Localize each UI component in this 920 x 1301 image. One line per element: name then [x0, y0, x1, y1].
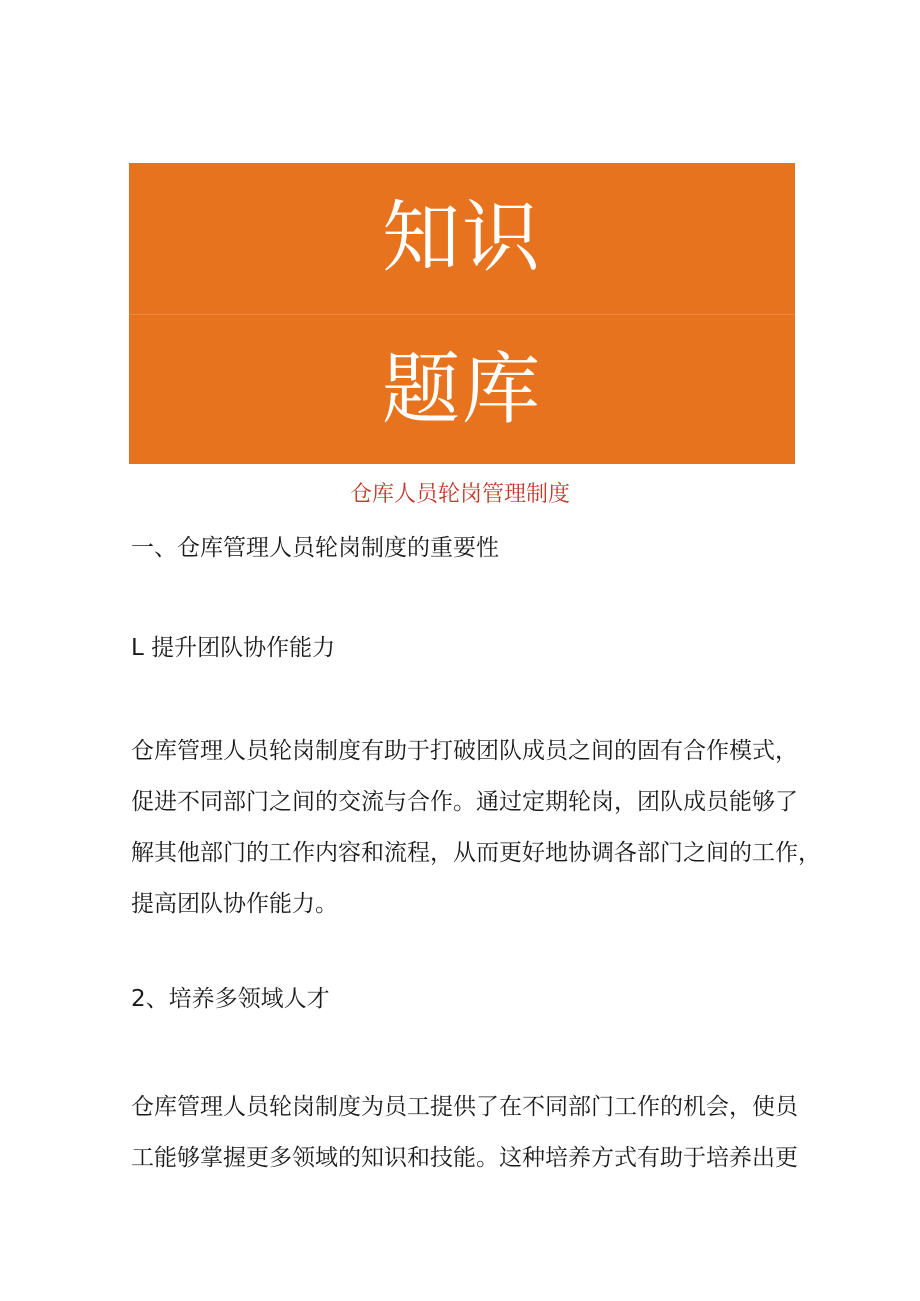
banner-line-2: 题库: [381, 344, 542, 435]
paragraph-line: 仓库管理人员轮岗制度为员工提供了在不同部门工作的机会，使员: [131, 1094, 798, 1120]
paragraph-line: 工能够掌握更多领域的知识和技能。这种培养方式有助于培养出更: [131, 1145, 798, 1171]
item-heading-2: 2、培养多领域人才: [131, 986, 330, 1012]
paragraph-line: 促进不同部门之间的交流与合作。通过定期轮岗，团队成员能够了: [131, 789, 798, 815]
banner-bottom-half: [129, 314, 795, 466]
knowledge-bank-banner: [129, 163, 795, 464]
banner-top-half: [129, 163, 795, 314]
paragraph-line: 仓库管理人员轮岗制度有助于打破团队成员之间的固有合作模式，: [131, 738, 798, 764]
document-title: 仓库人员轮岗管理制度: [349, 482, 570, 507]
item-1-paragraph: [131, 726, 821, 930]
banner-line-1: 知识: [381, 193, 542, 284]
section-heading-1: 一、仓库管理人员轮岗制度的重要性: [131, 535, 499, 561]
item-heading-1: L 提升团队协作能力: [131, 635, 336, 661]
paragraph-line: 解其他部门的工作内容和流程，从而更好地协调各部门之间的工作，: [131, 840, 821, 866]
paragraph-line: 提高团队协作能力。: [131, 891, 338, 917]
item-2-paragraph: [131, 1082, 811, 1184]
